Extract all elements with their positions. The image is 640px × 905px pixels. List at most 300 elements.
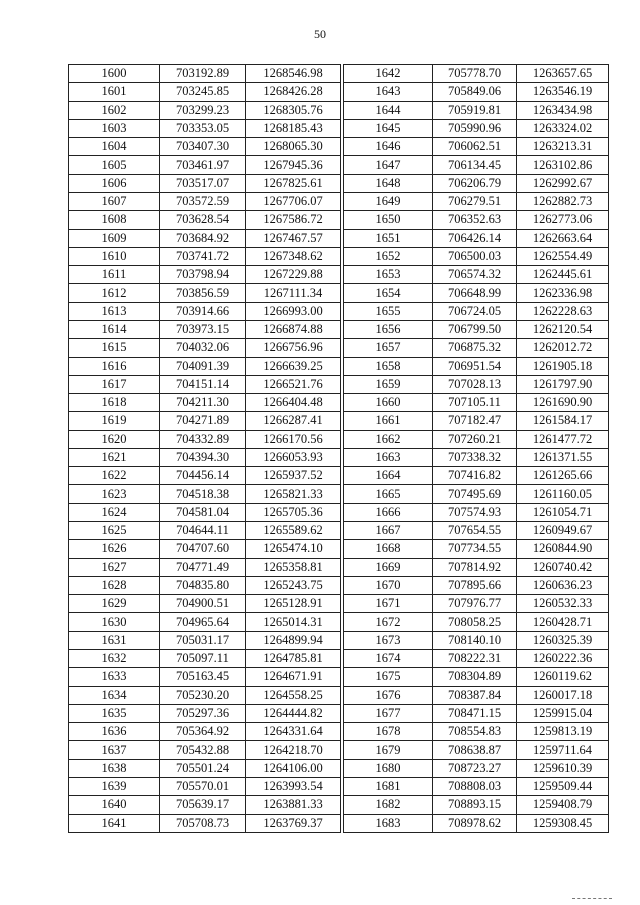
point-number-cell: 1663 xyxy=(344,448,433,466)
x-coordinate-cell: 708723.27 xyxy=(433,759,517,777)
y-coordinate-cell: 1265937.52 xyxy=(246,467,341,485)
x-coordinate-cell: 704771.49 xyxy=(160,558,246,576)
table-row xyxy=(69,522,341,540)
point-number-cell: 1680 xyxy=(344,759,433,777)
y-coordinate-cell: 1266053.93 xyxy=(246,448,341,466)
y-coordinate-cell: 1268185.43 xyxy=(246,119,341,137)
x-coordinate-cell: 703628.54 xyxy=(160,211,246,229)
x-coordinate-cell: 707416.82 xyxy=(433,467,517,485)
y-coordinate-cell: 1261160.05 xyxy=(517,485,609,503)
point-number-cell: 1622 xyxy=(69,467,160,485)
table-row xyxy=(69,211,341,229)
x-coordinate-cell: 708471.15 xyxy=(433,704,517,722)
point-number-cell: 1650 xyxy=(344,211,433,229)
x-coordinate-cell: 705163.45 xyxy=(160,668,246,686)
point-number-cell: 1660 xyxy=(344,394,433,412)
table-row xyxy=(69,412,341,430)
table-row xyxy=(69,394,341,412)
x-coordinate-cell: 705990.96 xyxy=(433,119,517,137)
y-coordinate-cell: 1260119.62 xyxy=(517,668,609,686)
x-coordinate-cell: 706279.51 xyxy=(433,192,517,210)
table-row xyxy=(344,266,609,284)
y-coordinate-cell: 1260844.90 xyxy=(517,540,609,558)
y-coordinate-cell: 1268546.98 xyxy=(246,65,341,83)
page-number: 50 xyxy=(314,27,326,41)
y-coordinate-cell: 1266993.00 xyxy=(246,302,341,320)
point-number-cell: 1648 xyxy=(344,174,433,192)
y-coordinate-cell: 1263546.19 xyxy=(517,83,609,101)
point-number-cell: 1647 xyxy=(344,156,433,174)
point-number-cell: 1683 xyxy=(344,814,433,832)
x-coordinate-cell: 704518.38 xyxy=(160,485,246,503)
x-coordinate-cell: 705432.88 xyxy=(160,741,246,759)
point-number-cell: 1662 xyxy=(344,430,433,448)
table-row xyxy=(69,320,341,338)
x-coordinate-cell: 706951.54 xyxy=(433,357,517,375)
y-coordinate-cell: 1263881.33 xyxy=(246,796,341,814)
point-number-cell: 1664 xyxy=(344,467,433,485)
x-coordinate-cell: 707895.66 xyxy=(433,576,517,594)
coordinate-tables xyxy=(68,64,609,833)
y-coordinate-cell: 1267945.36 xyxy=(246,156,341,174)
x-coordinate-cell: 704835.80 xyxy=(160,576,246,594)
table-row xyxy=(69,503,341,521)
y-coordinate-cell: 1263213.31 xyxy=(517,138,609,156)
x-coordinate-cell: 706648.99 xyxy=(433,284,517,302)
x-coordinate-cell: 706574.32 xyxy=(433,266,517,284)
x-coordinate-cell: 707654.55 xyxy=(433,522,517,540)
x-coordinate-cell: 707028.13 xyxy=(433,375,517,393)
point-number-cell: 1652 xyxy=(344,247,433,265)
table-row xyxy=(69,595,341,613)
coordinates-table-left xyxy=(68,64,341,833)
x-coordinate-cell: 703572.59 xyxy=(160,192,246,210)
y-coordinate-cell: 1264785.81 xyxy=(246,650,341,668)
y-coordinate-cell: 1260017.18 xyxy=(517,686,609,704)
table-row xyxy=(344,448,609,466)
y-coordinate-cell: 1263102.86 xyxy=(517,156,609,174)
point-number-cell: 1637 xyxy=(69,741,160,759)
y-coordinate-cell: 1262554.49 xyxy=(517,247,609,265)
table-row xyxy=(69,467,341,485)
table-row xyxy=(344,814,609,832)
x-coordinate-cell: 705849.06 xyxy=(433,83,517,101)
table-row xyxy=(344,485,609,503)
y-coordinate-cell: 1267586.72 xyxy=(246,211,341,229)
x-coordinate-cell: 705031.17 xyxy=(160,631,246,649)
x-coordinate-cell: 708140.10 xyxy=(433,631,517,649)
y-coordinate-cell: 1266521.76 xyxy=(246,375,341,393)
y-coordinate-cell: 1265474.10 xyxy=(246,540,341,558)
x-coordinate-cell: 704211.30 xyxy=(160,394,246,412)
y-coordinate-cell: 1265589.62 xyxy=(246,522,341,540)
table-row xyxy=(344,759,609,777)
y-coordinate-cell: 1267825.61 xyxy=(246,174,341,192)
y-coordinate-cell: 1266874.88 xyxy=(246,320,341,338)
table-row xyxy=(69,741,341,759)
x-coordinate-cell: 707182.47 xyxy=(433,412,517,430)
y-coordinate-cell: 1264444.82 xyxy=(246,704,341,722)
point-number-cell: 1651 xyxy=(344,229,433,247)
table-row xyxy=(69,247,341,265)
point-number-cell: 1659 xyxy=(344,375,433,393)
table-row xyxy=(344,503,609,521)
table-row xyxy=(344,650,609,668)
x-coordinate-cell: 707495.69 xyxy=(433,485,517,503)
point-number-cell: 1621 xyxy=(69,448,160,466)
table-row xyxy=(344,375,609,393)
x-coordinate-cell: 706426.14 xyxy=(433,229,517,247)
point-number-cell: 1607 xyxy=(69,192,160,210)
x-coordinate-cell: 705639.17 xyxy=(160,796,246,814)
table-row xyxy=(344,540,609,558)
table-row xyxy=(344,156,609,174)
table-row xyxy=(69,576,341,594)
x-coordinate-cell: 707734.55 xyxy=(433,540,517,558)
point-number-cell: 1632 xyxy=(69,650,160,668)
point-number-cell: 1604 xyxy=(69,138,160,156)
table-row xyxy=(69,138,341,156)
table-row xyxy=(344,211,609,229)
table-row xyxy=(344,558,609,576)
y-coordinate-cell: 1267348.62 xyxy=(246,247,341,265)
table-row xyxy=(344,668,609,686)
point-number-cell: 1630 xyxy=(69,613,160,631)
y-coordinate-cell: 1264106.00 xyxy=(246,759,341,777)
point-number-cell: 1658 xyxy=(344,357,433,375)
point-number-cell: 1674 xyxy=(344,650,433,668)
y-coordinate-cell: 1263657.65 xyxy=(517,65,609,83)
table-row xyxy=(344,777,609,795)
y-coordinate-cell: 1262773.06 xyxy=(517,211,609,229)
table-row xyxy=(344,686,609,704)
y-coordinate-cell: 1262336.98 xyxy=(517,284,609,302)
point-number-cell: 1657 xyxy=(344,339,433,357)
table-row xyxy=(344,704,609,722)
point-number-cell: 1643 xyxy=(344,83,433,101)
table-row xyxy=(344,576,609,594)
table-row xyxy=(69,814,341,832)
point-number-cell: 1634 xyxy=(69,686,160,704)
y-coordinate-cell: 1261905.18 xyxy=(517,357,609,375)
x-coordinate-cell: 704707.60 xyxy=(160,540,246,558)
y-coordinate-cell: 1260428.71 xyxy=(517,613,609,631)
table-row xyxy=(344,174,609,192)
x-coordinate-cell: 704271.89 xyxy=(160,412,246,430)
y-coordinate-cell: 1262882.73 xyxy=(517,192,609,210)
y-coordinate-cell: 1262120.54 xyxy=(517,320,609,338)
x-coordinate-cell: 706724.05 xyxy=(433,302,517,320)
y-coordinate-cell: 1265128.91 xyxy=(246,595,341,613)
point-number-cell: 1631 xyxy=(69,631,160,649)
point-number-cell: 1645 xyxy=(344,119,433,137)
x-coordinate-cell: 705708.73 xyxy=(160,814,246,832)
point-number-cell: 1633 xyxy=(69,668,160,686)
x-coordinate-cell: 703192.89 xyxy=(160,65,246,83)
point-number-cell: 1675 xyxy=(344,668,433,686)
y-coordinate-cell: 1268065.30 xyxy=(246,138,341,156)
table-row xyxy=(344,595,609,613)
x-coordinate-cell: 703461.97 xyxy=(160,156,246,174)
table-row xyxy=(69,686,341,704)
table-row xyxy=(69,375,341,393)
y-coordinate-cell: 1264558.25 xyxy=(246,686,341,704)
point-number-cell: 1667 xyxy=(344,522,433,540)
y-coordinate-cell: 1262992.67 xyxy=(517,174,609,192)
table-row xyxy=(69,704,341,722)
x-coordinate-cell: 705501.24 xyxy=(160,759,246,777)
point-number-cell: 1646 xyxy=(344,138,433,156)
table-row xyxy=(69,777,341,795)
table-row xyxy=(344,741,609,759)
point-number-cell: 1642 xyxy=(344,65,433,83)
y-coordinate-cell: 1261690.90 xyxy=(517,394,609,412)
x-coordinate-cell: 704456.14 xyxy=(160,467,246,485)
x-coordinate-cell: 706875.32 xyxy=(433,339,517,357)
point-number-cell: 1606 xyxy=(69,174,160,192)
point-number-cell: 1640 xyxy=(69,796,160,814)
x-coordinate-cell: 705919.81 xyxy=(433,101,517,119)
table-row xyxy=(344,522,609,540)
x-coordinate-cell: 703798.94 xyxy=(160,266,246,284)
y-coordinate-cell: 1261477.72 xyxy=(517,430,609,448)
point-number-cell: 1627 xyxy=(69,558,160,576)
y-coordinate-cell: 1263324.02 xyxy=(517,119,609,137)
y-coordinate-cell: 1268426.28 xyxy=(246,83,341,101)
x-coordinate-cell: 708554.83 xyxy=(433,723,517,741)
y-coordinate-cell: 1264331.64 xyxy=(246,723,341,741)
table-row xyxy=(344,302,609,320)
x-coordinate-cell: 705364.92 xyxy=(160,723,246,741)
table-row xyxy=(69,192,341,210)
point-number-cell: 1625 xyxy=(69,522,160,540)
y-coordinate-cell: 1267229.88 xyxy=(246,266,341,284)
x-coordinate-cell: 703299.23 xyxy=(160,101,246,119)
table-row xyxy=(344,467,609,485)
y-coordinate-cell: 1261797.90 xyxy=(517,375,609,393)
x-coordinate-cell: 704581.04 xyxy=(160,503,246,521)
x-coordinate-cell: 707574.93 xyxy=(433,503,517,521)
y-coordinate-cell: 1264899.94 xyxy=(246,631,341,649)
x-coordinate-cell: 707814.92 xyxy=(433,558,517,576)
y-coordinate-cell: 1265821.33 xyxy=(246,485,341,503)
x-coordinate-cell: 703517.07 xyxy=(160,174,246,192)
point-number-cell: 1603 xyxy=(69,119,160,137)
y-coordinate-cell: 1260636.23 xyxy=(517,576,609,594)
x-coordinate-cell: 704394.30 xyxy=(160,448,246,466)
x-coordinate-cell: 708222.31 xyxy=(433,650,517,668)
x-coordinate-cell: 707105.11 xyxy=(433,394,517,412)
point-number-cell: 1635 xyxy=(69,704,160,722)
x-coordinate-cell: 708978.62 xyxy=(433,814,517,832)
point-number-cell: 1672 xyxy=(344,613,433,631)
y-coordinate-cell: 1260325.39 xyxy=(517,631,609,649)
y-coordinate-cell: 1261054.71 xyxy=(517,503,609,521)
table-row xyxy=(69,101,341,119)
point-number-cell: 1638 xyxy=(69,759,160,777)
point-number-cell: 1653 xyxy=(344,266,433,284)
y-coordinate-cell: 1264671.91 xyxy=(246,668,341,686)
point-number-cell: 1601 xyxy=(69,83,160,101)
x-coordinate-cell: 703407.30 xyxy=(160,138,246,156)
y-coordinate-cell: 1261371.55 xyxy=(517,448,609,466)
y-coordinate-cell: 1262012.72 xyxy=(517,339,609,357)
point-number-cell: 1629 xyxy=(69,595,160,613)
y-coordinate-cell: 1266170.56 xyxy=(246,430,341,448)
point-number-cell: 1676 xyxy=(344,686,433,704)
point-number-cell: 1673 xyxy=(344,631,433,649)
table-row xyxy=(69,668,341,686)
x-coordinate-cell: 708387.84 xyxy=(433,686,517,704)
table-row xyxy=(344,796,609,814)
table-row xyxy=(344,192,609,210)
table-row xyxy=(344,430,609,448)
table-row xyxy=(344,247,609,265)
y-coordinate-cell: 1266639.25 xyxy=(246,357,341,375)
x-coordinate-cell: 704091.39 xyxy=(160,357,246,375)
point-number-cell: 1628 xyxy=(69,576,160,594)
x-coordinate-cell: 704032.06 xyxy=(160,339,246,357)
scan-edge-mark xyxy=(572,898,612,900)
x-coordinate-cell: 703973.15 xyxy=(160,320,246,338)
point-number-cell: 1682 xyxy=(344,796,433,814)
y-coordinate-cell: 1259308.45 xyxy=(517,814,609,832)
point-number-cell: 1611 xyxy=(69,266,160,284)
y-coordinate-cell: 1262663.64 xyxy=(517,229,609,247)
x-coordinate-cell: 706134.45 xyxy=(433,156,517,174)
table-row xyxy=(344,412,609,430)
table-row xyxy=(69,83,341,101)
x-coordinate-cell: 705230.20 xyxy=(160,686,246,704)
point-number-cell: 1669 xyxy=(344,558,433,576)
y-coordinate-cell: 1265705.36 xyxy=(246,503,341,521)
x-coordinate-cell: 703353.05 xyxy=(160,119,246,137)
y-coordinate-cell: 1259711.64 xyxy=(517,741,609,759)
x-coordinate-cell: 705097.11 xyxy=(160,650,246,668)
y-coordinate-cell: 1267467.57 xyxy=(246,229,341,247)
table-row xyxy=(69,284,341,302)
y-coordinate-cell: 1265014.31 xyxy=(246,613,341,631)
point-number-cell: 1666 xyxy=(344,503,433,521)
table-row xyxy=(344,613,609,631)
coordinates-table-right xyxy=(343,64,609,833)
table-row xyxy=(69,485,341,503)
point-number-cell: 1677 xyxy=(344,704,433,722)
point-number-cell: 1670 xyxy=(344,576,433,594)
point-number-cell: 1620 xyxy=(69,430,160,448)
x-coordinate-cell: 708893.15 xyxy=(433,796,517,814)
table-row xyxy=(344,138,609,156)
point-number-cell: 1610 xyxy=(69,247,160,265)
point-number-cell: 1624 xyxy=(69,503,160,521)
table-row xyxy=(69,302,341,320)
x-coordinate-cell: 707976.77 xyxy=(433,595,517,613)
table-row xyxy=(344,357,609,375)
point-number-cell: 1626 xyxy=(69,540,160,558)
x-coordinate-cell: 708808.03 xyxy=(433,777,517,795)
y-coordinate-cell: 1260740.42 xyxy=(517,558,609,576)
y-coordinate-cell: 1259915.04 xyxy=(517,704,609,722)
x-coordinate-cell: 706206.79 xyxy=(433,174,517,192)
table-row xyxy=(344,631,609,649)
point-number-cell: 1679 xyxy=(344,741,433,759)
table-row xyxy=(69,174,341,192)
point-number-cell: 1654 xyxy=(344,284,433,302)
y-coordinate-cell: 1265358.81 xyxy=(246,558,341,576)
table-row xyxy=(344,320,609,338)
y-coordinate-cell: 1260222.36 xyxy=(517,650,609,668)
table-row xyxy=(344,229,609,247)
y-coordinate-cell: 1259610.39 xyxy=(517,759,609,777)
y-coordinate-cell: 1264218.70 xyxy=(246,741,341,759)
point-number-cell: 1612 xyxy=(69,284,160,302)
point-number-cell: 1600 xyxy=(69,65,160,83)
x-coordinate-cell: 706799.50 xyxy=(433,320,517,338)
x-coordinate-cell: 708304.89 xyxy=(433,668,517,686)
table-row xyxy=(344,101,609,119)
x-coordinate-cell: 707260.21 xyxy=(433,430,517,448)
point-number-cell: 1615 xyxy=(69,339,160,357)
point-number-cell: 1678 xyxy=(344,723,433,741)
table-row xyxy=(344,65,609,83)
table-row xyxy=(344,394,609,412)
table-row xyxy=(69,558,341,576)
y-coordinate-cell: 1267111.34 xyxy=(246,284,341,302)
table-row xyxy=(69,540,341,558)
table-row xyxy=(344,723,609,741)
point-number-cell: 1644 xyxy=(344,101,433,119)
x-coordinate-cell: 705778.70 xyxy=(433,65,517,83)
point-number-cell: 1655 xyxy=(344,302,433,320)
table-row xyxy=(69,65,341,83)
point-number-cell: 1649 xyxy=(344,192,433,210)
x-coordinate-cell: 708638.87 xyxy=(433,741,517,759)
point-number-cell: 1661 xyxy=(344,412,433,430)
table-row xyxy=(69,430,341,448)
x-coordinate-cell: 703684.92 xyxy=(160,229,246,247)
x-coordinate-cell: 707338.32 xyxy=(433,448,517,466)
point-number-cell: 1668 xyxy=(344,540,433,558)
y-coordinate-cell: 1259408.79 xyxy=(517,796,609,814)
y-coordinate-cell: 1262445.61 xyxy=(517,266,609,284)
table-row xyxy=(344,83,609,101)
table-row xyxy=(69,448,341,466)
y-coordinate-cell: 1259509.44 xyxy=(517,777,609,795)
table-row xyxy=(69,723,341,741)
y-coordinate-cell: 1260532.33 xyxy=(517,595,609,613)
x-coordinate-cell: 705297.36 xyxy=(160,704,246,722)
point-number-cell: 1602 xyxy=(69,101,160,119)
y-coordinate-cell: 1266756.96 xyxy=(246,339,341,357)
y-coordinate-cell: 1266287.41 xyxy=(246,412,341,430)
x-coordinate-cell: 704332.89 xyxy=(160,430,246,448)
x-coordinate-cell: 703245.85 xyxy=(160,83,246,101)
x-coordinate-cell: 704644.11 xyxy=(160,522,246,540)
x-coordinate-cell: 703856.59 xyxy=(160,284,246,302)
point-number-cell: 1641 xyxy=(69,814,160,832)
y-coordinate-cell: 1266404.48 xyxy=(246,394,341,412)
point-number-cell: 1681 xyxy=(344,777,433,795)
table-row xyxy=(69,631,341,649)
x-coordinate-cell: 706062.51 xyxy=(433,138,517,156)
table-row xyxy=(69,796,341,814)
y-coordinate-cell: 1262228.63 xyxy=(517,302,609,320)
table-row xyxy=(344,339,609,357)
point-number-cell: 1671 xyxy=(344,595,433,613)
y-coordinate-cell: 1259813.19 xyxy=(517,723,609,741)
y-coordinate-cell: 1263434.98 xyxy=(517,101,609,119)
y-coordinate-cell: 1265243.75 xyxy=(246,576,341,594)
